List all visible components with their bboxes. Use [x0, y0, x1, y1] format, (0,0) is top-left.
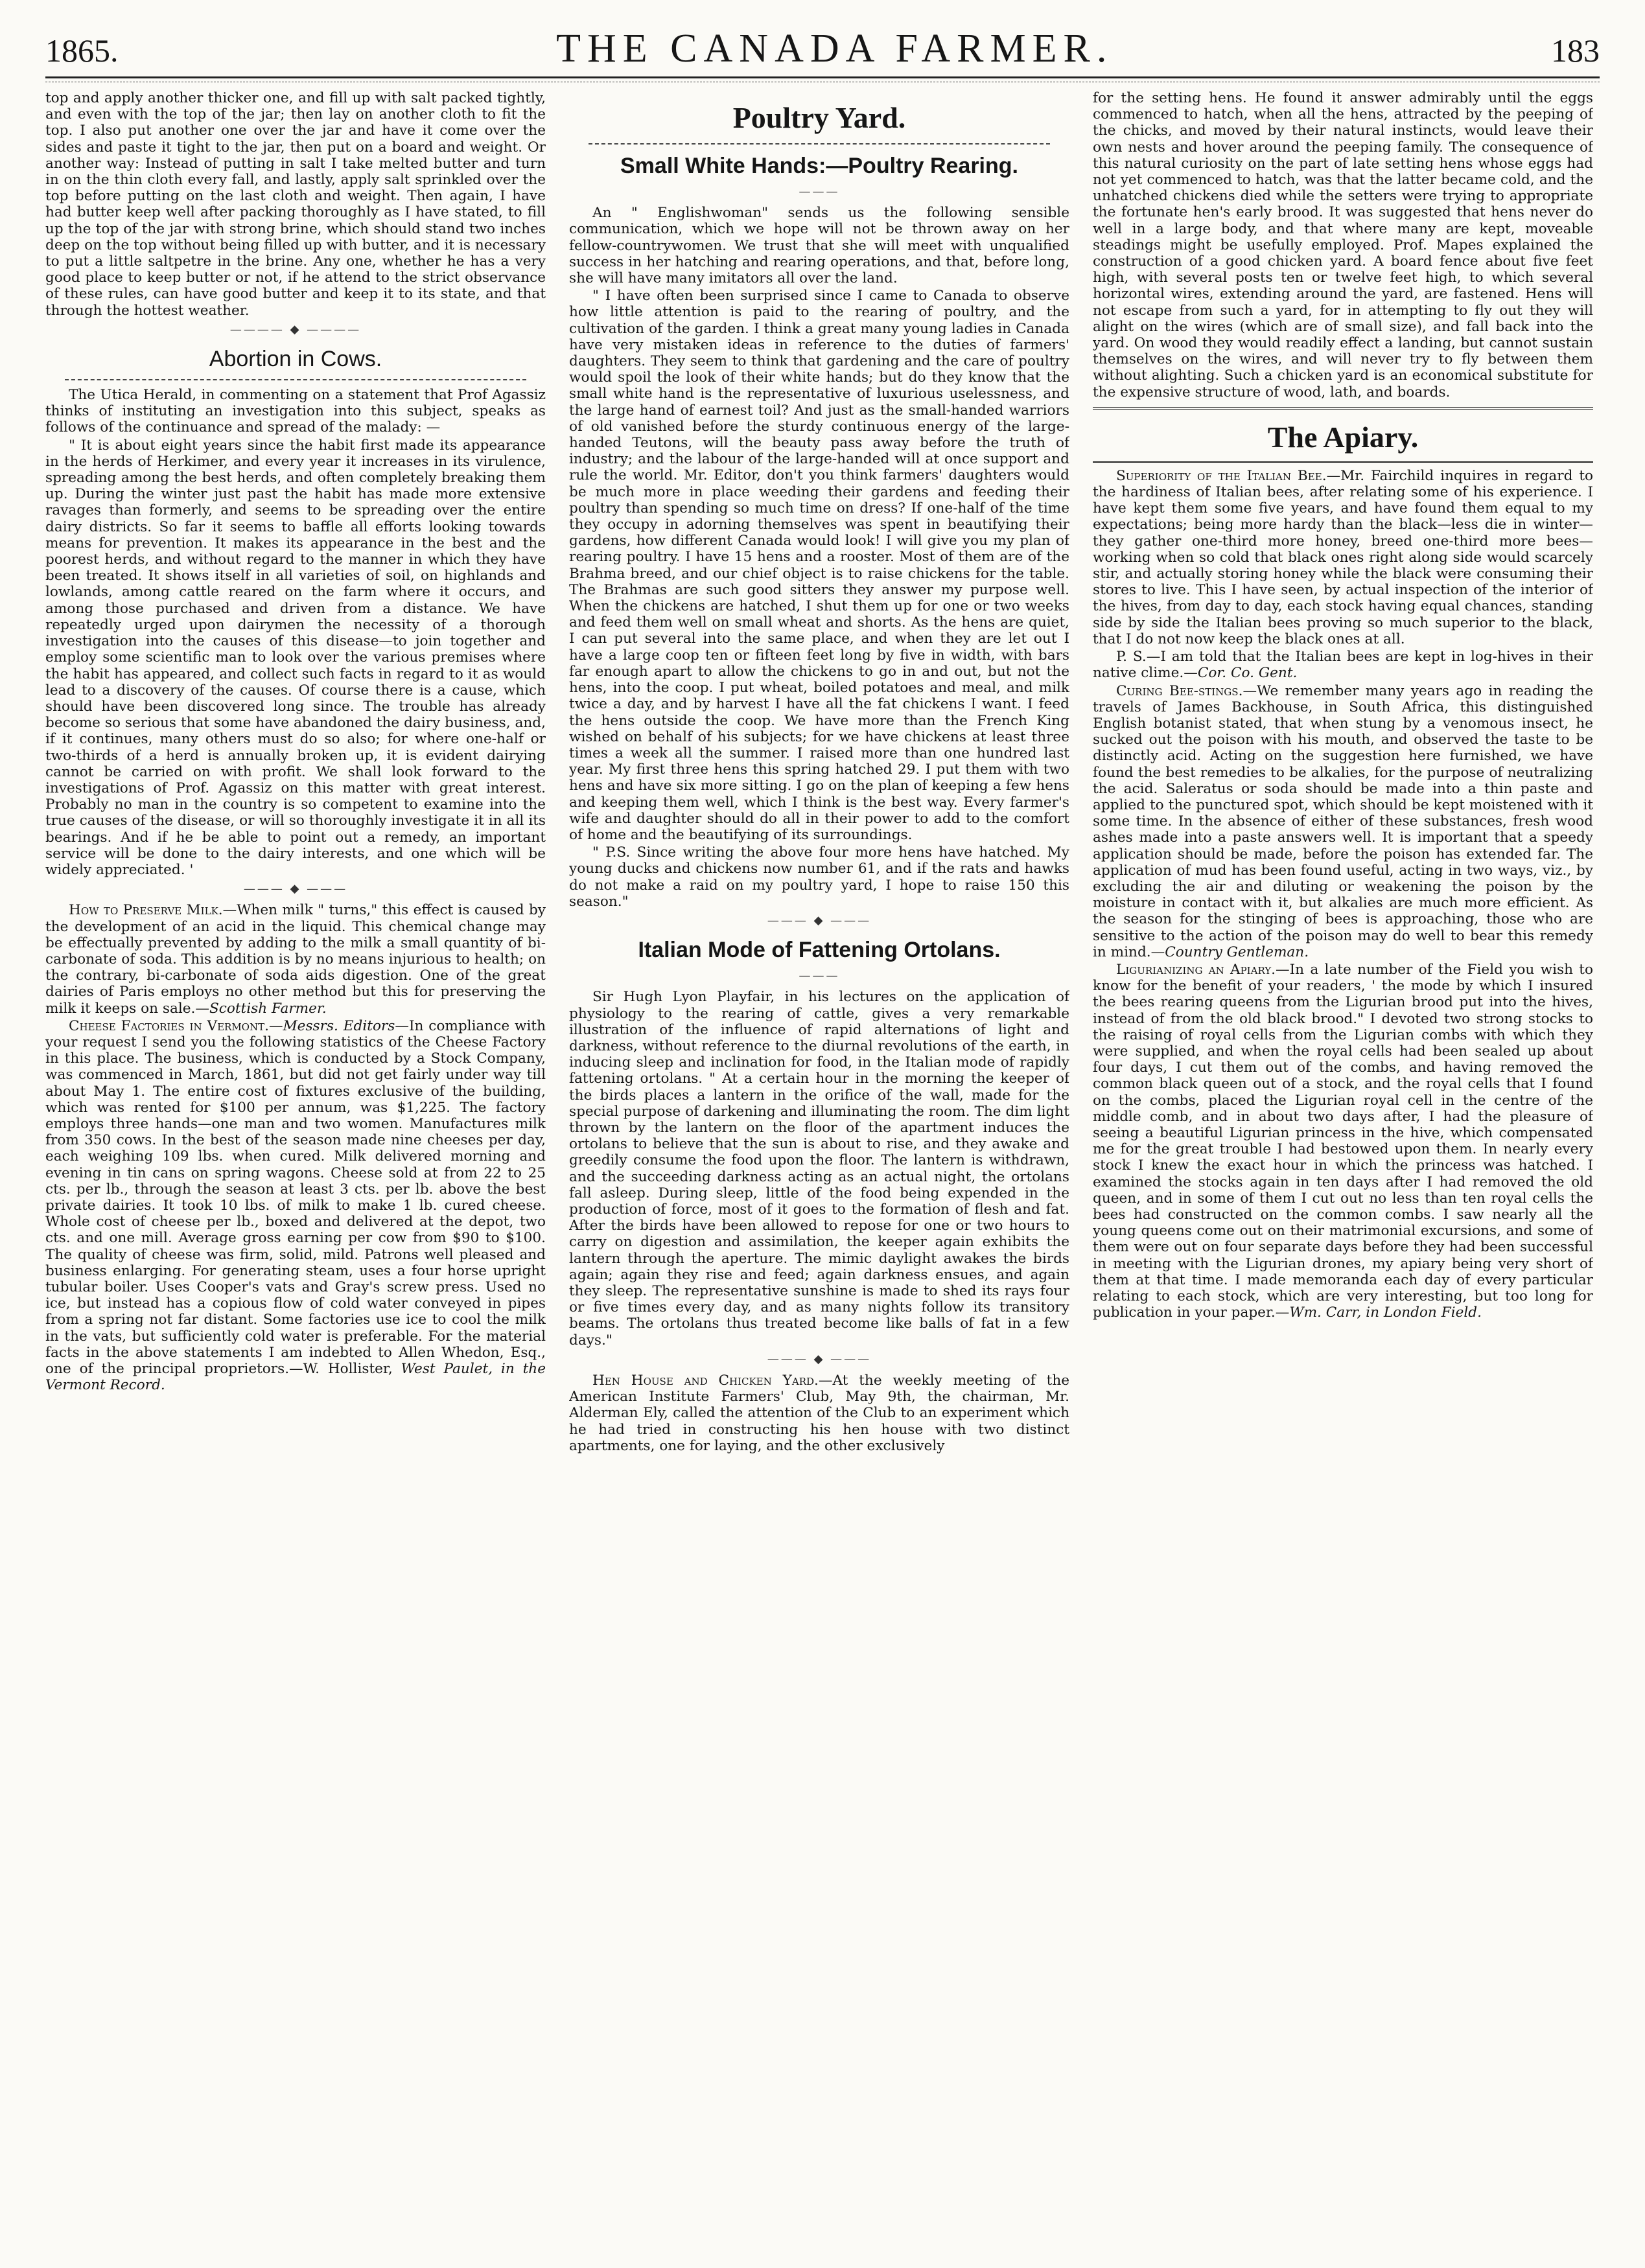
newspaper-title: THE CANADA FARMER. — [556, 27, 1114, 71]
ornament-divider: ———— ◆ ———— — [229, 322, 362, 336]
henhouse-para — [569, 1372, 1069, 1454]
ligurianizing-text: —In a late number of the Field you wish to know for the benefit of your readers, ' the mode by which I insured the bees rearing queens from the Ligurian brood put into the hives, instead of from the old black brood." I devoted two strong stocks to the raising of royal cells from the Ligurian combs with which they were supplied, and when the royal cells had been sealed up about four days, I cut them out of the combs, and having removed the common black queen out of a stock, and the royal cells that I found on the combs, placed the Ligurian royal cell in the centre of the middle comb, and in about two days after, I had the pleasure of seeing a beautiful Ligurian princess in the hive, which compensated me for the great trouble I had bestowed upon them. In nearly every stock I knew the exact hour in which the princess was hatched. I examined the stocks again in ten days after I had removed the old queen, and in some of them I cut out no less than ten royal cells the bees had constructed on the common combs. I saw nearly all the young queens come out on their matrimonial excursions, and some of them were out on four separate days before they had been successful in meeting with the Ligurian drones, my apiary being very short of them at that time. I made memoranda each day of every particular relating to each stock, which are very interesting, but too long for publication in your paper.— — [1093, 961, 1593, 1321]
milk-para — [45, 902, 546, 1016]
ortolans-para: Sir Hugh Lyon Playfair, in his lectures on the application of physiology to the rearing of cattle, gives a very remarkable illustration of the influence of rapid alternations of light and darkness, without reference to the diurnal revolutions of the earth, in inducing sleep and inclination for food, in the Italian mode of rapidly fattening ortolans. " At a certain hour in the morning the keeper of the birds places a lantern in the orifice of the wall, made for the special purpose of darkening and illuminating the room. The dim light thrown by the lantern on the floor of the apartment induces the ortolans to believe that the sun is about to rise, and they awake and greedily consume the food upon the floor. The lantern is withdrawn, and the succeeding darkness acting as an actual night, the ortolans fall asleep. During sleep, little of the food being expended in the production of force, most of it goes to the formation of flesh and fat. After the birds have been allowed to repose for one or two hours to carry on digestion and assimilation, the keeper again exhibits the lantern through the aperture. The mimic daylight awakes the birds again; again they rise and feed; again darkness ensues, and again they sleep. The representative sunshine is made to shed its rays four or five times every day, and as many nights follow its transitory beams. The ortolans thus treated become like balls of fat in a few days." — [569, 989, 1069, 1348]
italian-bee-ps — [1093, 649, 1593, 681]
hands-para-2: " I have often been surprised since I came to Canada to observe how little attention is paid to the rearing of poultry, and the cultivation of the garden. I think a great many young ladies in Canada have very mistaken ideas in reference to the duties of farmers' daughters. They seem to think that gardening and the care of poultry would spoil the look of their white hands; but do they know that the small white hand is the representative of luxurious uselessness, and the large hand of earnest toil? And just as the small-handed warriors of old vanished before the sturdy continuous energy of the large-handed Teutons, will the beauty pass away before the truth of industry; and the labour of the large-handed will at once support and rule the world. Mr. Editor, don't you think farmers' daughters would be much more in place weeding their gardens and feeding their poultry than spending so much time on dress? If one-half of the time they occupy in adorning themselves was spent in beautifying their gardens, how different Canada would look! I will give you my plan of rearing poultry. I have 15 hens and a rooster. Most of them are of the Brahma breed, and our chief object is to raise chickens for the table. The Brahmas are such good sitters they answer my purpose well. When the chickens are hatched, I shut them up for one or two weeks and feed them well on small wheat and shorts. As the hens are quiet, I can put several into the same place, and when they are let out I have a large coop ten or fifteen feet long by five in width, with bars far enough apart to allow the chickens to go in and out, but not the hens, into the coop. I put wheat, boiled potatoes and meal, and milk twice a day, and by harvest I have all the fat chickens I want. I feed the hens outside the coop. We have more than the French King wished on behalf of his subjects; for we have chickens at least three times a week all the summer. I raised more than one hundred last year. My first three hens this spring hatched 29. I put them with two hens and have six more sitting. I go on the plan of keeping a few hens and keeping them well, which I think is the best way. Every farmer's wife and daughter should do all in their power to add to the comfort of home and the beautifying of its surroundings. — [569, 288, 1069, 843]
butter-continuation: top and apply another thicker one, and fill up with salt packed tightly, and even with the top of the jar; then lay on another cloth to fit the top. I also put another one over the jar and have it come over the sides and paste it tight to the jar, then put on a board and weight. Or another way: Instead of putting in salt I take melted butter and turn in on the thin cloth every fall, and lastly, apply salt sprinkled over the top before putting on the last cloth and weight. Then again, I have had butter keep well after packing thoroughly as I have stated, to fill up the top of the jar with strong brine, which should stand two inches deep on the top without being filled up with butter, and it is necessary to put a little saltpetre in the brine. Any one, whether he has a very good place to keep butter or not, if he attend to the strict observance of these rules, can have good butter and keep it to its state, and that through the hottest weather. — [45, 90, 546, 319]
bee-stings-text: —We remember many years ago in reading the travels of James Backhouse, in South Africa, this distinguished English botanist stated, that when stung by a venomous insect, he sucked out the poison with his mouth, and observed the taste to be distinctly acid. Acting on the suggestion here furnished, we have found the best remedies to be alkalies, for the purpose of neutralizing the acid. Saleratus or soda should be made into a thin paste and applied to the punctured spot, which should be kept moistened with it some time. In the absence of either of these substances, fresh wood ashes made into a paste answers well. It is important that a speedy application should be made, before the poison has extended far. The application of mud has been found useful, acting in two ways, viz., by excluding the air and diluting or weakening the poison by the moisture in contact with it, but alkalies are much more efficient. As the season for the stinging of bees is approaching, those who are sensitive to the action of the poison may do well to bear this remedy in mind.— — [1093, 682, 1593, 960]
milk-title: How to Preserve Milk. — [69, 902, 223, 919]
bee-stings-para — [1093, 683, 1593, 960]
hands-para-1: An " Englishwoman" sends us the following sensible communication, which we hope will not be thrown away on her fellow-countrywomen. We trust that she will meet with unqualified success in her hatching and rearing operations, and that, before long, she will have many imitators all over the land. — [569, 205, 1069, 287]
henhouse-text: —At the weekly meeting of the American Institute Farmers' Club, May 9th, the chairman, Mr. Alderman Ely, called the attention of the Club to an experiment which he had tried in constructing his hen house with two distinct apartments, one for laying, and the other exclusively — [569, 1372, 1069, 1454]
cheese-title: Cheese Factories in Vermont. — [69, 1017, 269, 1034]
henhouse-continuation: for the setting hens. He found it answer admirably until the eggs commenced to hatch, when all the hens, attracted by the peeping of the chicks, and moved by their natural instincts, would leave their own nests and hover around the peeping family. The consequence of this natural curiosity on the part of late setting hens whose eggs had not yet commenced to hatch, was that the latter became cold, and the unhatched chickens died while the setters were trying to appropriate the fortunate hen's early brood. It was suggested that hens never do well in a large body, and that where many are kept, moveable steadings might be usefully employed. Prof. Mapes explained the construction of a good chicken yard. A board fence about five feet high, with several posts ten or twelve feet high, to which several horizontal wires, extending around the yard, are fastened. Hens will not escape from such a yard, for in attempting to fly out they will alight on the wires (which are of small size), and fall back into the yard. On wood they would readily effect a landing, but cannot sustain themselves on the wires, and will never try to fly between them without alighting. Such a chicken yard is an economical substitute for the expensive structure of wood, lath, and boards. — [1093, 90, 1593, 400]
dash-divider — [65, 379, 526, 380]
section-poultry-yard: Poultry Yard. — [732, 101, 906, 134]
column-1 — [45, 90, 546, 2248]
bee-stings-credit: Country Gentleman. — [1165, 943, 1309, 960]
year: 1865. — [45, 32, 119, 69]
ornament-divider: ——— — [799, 185, 840, 198]
ornament-divider: ——— — [799, 969, 840, 983]
columns — [45, 90, 1600, 2248]
column-3 — [1093, 90, 1593, 2248]
italian-bee-text: —Mr. Fairchild inquires in regard to the hardiness of Italian bees, after relating some of his experience. I have kept them some five years, and have found them equal to my expectations; being more hardy than the black—less die in winter—they gather one-third more honey, breed one-third more bees—working when so cold that black ones right along side would scarcely stir, and actually storing honey while the black were consuming their stores to live. This I have seen, by actual inspection of the interior of the hives, from day to day, each stock having equal chances, standing side by side the Italian bees proving so much superior to the black, that I do not now keep the black ones at all. — [1093, 467, 1593, 647]
ornament-divider: ——— ◆ ——— — [767, 1352, 872, 1366]
ornament-divider: ——— ◆ ——— — [243, 882, 348, 896]
italian-bee-title: Superiority of the Italian Bee. — [1116, 467, 1327, 484]
ornament-divider: ——— ◆ ——— — [767, 913, 872, 927]
henhouse-title: Hen House and Chicken Yard. — [592, 1372, 819, 1389]
hands-para-3: " P.S. Since writing the above four more hens have hatched. My young ducks and chickens now number 61, and if the rats and hawks do not make a raid on my poultry yard, I hope to raise 150 this season." — [569, 844, 1069, 910]
italian-bee-ps-text: P. S.—I am told that the Italian bees are kept in log-hives in their native clime.— — [1093, 649, 1593, 682]
cheese-credit: West Paulet, in the Vermont Record. — [45, 1361, 546, 1394]
heading-small-white-hands: Small White Hands:—Poultry Rearing. — [620, 154, 1018, 178]
heading-ortolans: Italian Mode of Fattening Ortolans. — [638, 938, 1001, 963]
milk-credit: Scottish Farmer. — [209, 1000, 327, 1017]
abortion-para-2: " It is about eight years since the habit first made its appearance in the herds of Herkimer, and every year it increases in its virulence, spreading among the best herds, and often completely breaking them up. During the winter just past the habit has made more extensive ravages than formerly, and seems to be spreading over the entire dairy districts. So far it seems to baffle all efforts looking towards means for prevention. It makes its appearance in the best and the poorest herds, and without regard to the manner in which they have been treated. It shows itself in all varieties of soil, on highlands and lowlands, among cattle reared on the farm where it occurs, and among those purchased and driven from a distance. We have repeatedly urged upon dairymen the necessity of a thorough investigation into the causes of this disease—to join together and employ some scientific man to look over the various premises where the habit has appeared, and collect such facts in regard to it as would lead to a discovery of the causes. Of course there is a cause, which should have been discovered long since. The trouble has already become so serious that some have abandoned the dairy business, and, if it continues, many others must do so also; for where one-half or two-thirds of a herd is annually broken up, it is evident dairying cannot be carried on with profit. We shall look forward to the investigations of Prof. Agassiz on this matter with great interest. Probably no man in the country is so competent to examine into the true causes of the disease, or will so thoroughly investigate it in all its bearings. And if he be able to point out a remedy, an important service will be done to the dairy interests, and one which will be widely appreciated. ' — [45, 437, 546, 878]
cheese-text: In compliance with your request I send you the following statistics of the Cheese Factory in this place. The business, which is conducted by a Stock Company, was commenced in March, 1861, but did not get fairly under way till about May 1. The entire cost of fixtures exclusive of the building, which was rented for $100 per annum, was $1,225. The factory employs three hands—one man and two women. Manufactures milk from 350 cows. In the best of the season made nine cheeses per day, each weighing 109 lbs. when cured. Milk delivered morning and evening in tin cans on spring wagons. Cheese sold at from 22 to 25 cts. per lb., through the season at least 3 cts. per lb. above the best private dairies. It took 10 lbs. of milk to make 1 lb. cured cheese. Whole cost of cheese per lb., boxed and delivered at the depot, two cts. and one mill. Average gross earning per cow from $90 to $100. The quality of cheese was firm, solid, mild. Patrons well pleased and business enlarging. For generating steam, uses a four horse upright tubular boiler. Uses Cooper's vats and Gray's screw press. Used no ice, but instead has a copious flow of cold water conveyed in pipes from a spring not far distant. Some factories use ice to cool the milk in the vats, but sufficiently cold water is preferable. For the material facts in the above statements I am indebted to Allen Whedon, Esq., one of the principal proprietors.—W. Hollister, — [45, 1017, 546, 1378]
masthead-rule — [45, 76, 1600, 82]
page-number: 183 — [1551, 32, 1600, 69]
italian-bee-para — [1093, 468, 1593, 647]
double-rule — [1093, 407, 1593, 410]
column-2 — [569, 90, 1069, 2248]
ligurianizing-para — [1093, 962, 1593, 1321]
abortion-para-1: The Utica Herald, in commenting on a statement that Prof Agassiz thinks of instituting an investigation into this subject, speaks as follows of the continuance and spread of the malady: — — [45, 387, 546, 436]
masthead — [45, 26, 1600, 76]
bee-stings-title: Curing Bee-stings. — [1116, 682, 1243, 699]
ligurianizing-title: Ligurianizing an Apiary. — [1116, 961, 1276, 978]
dash-divider — [589, 143, 1050, 145]
italian-bee-credit: Cor. Co. Gent. — [1197, 665, 1298, 682]
cheese-para — [45, 1018, 546, 1394]
section-apiary: The Apiary. — [1267, 420, 1419, 454]
ligurianizing-credit: Wm. Carr, in London Field. — [1289, 1304, 1482, 1321]
rule — [1093, 461, 1593, 463]
milk-text: —When milk " turns," this effect is caused by the development of an acid in the liquid. This chemical change may be effectually prevented by adding to the milk a small quantity of bi-carbonate of soda. This addition is by no means injurious to health; on the contrary, bi-carbonate of soda aids digestion. One of the great dairies of Paris employs no other method but this for preserving the milk it keeps on sale.— — [45, 902, 546, 1017]
heading-abortion: Abortion in Cows. — [209, 347, 382, 372]
cheese-lead: —Messrs. Editors— — [268, 1017, 409, 1034]
